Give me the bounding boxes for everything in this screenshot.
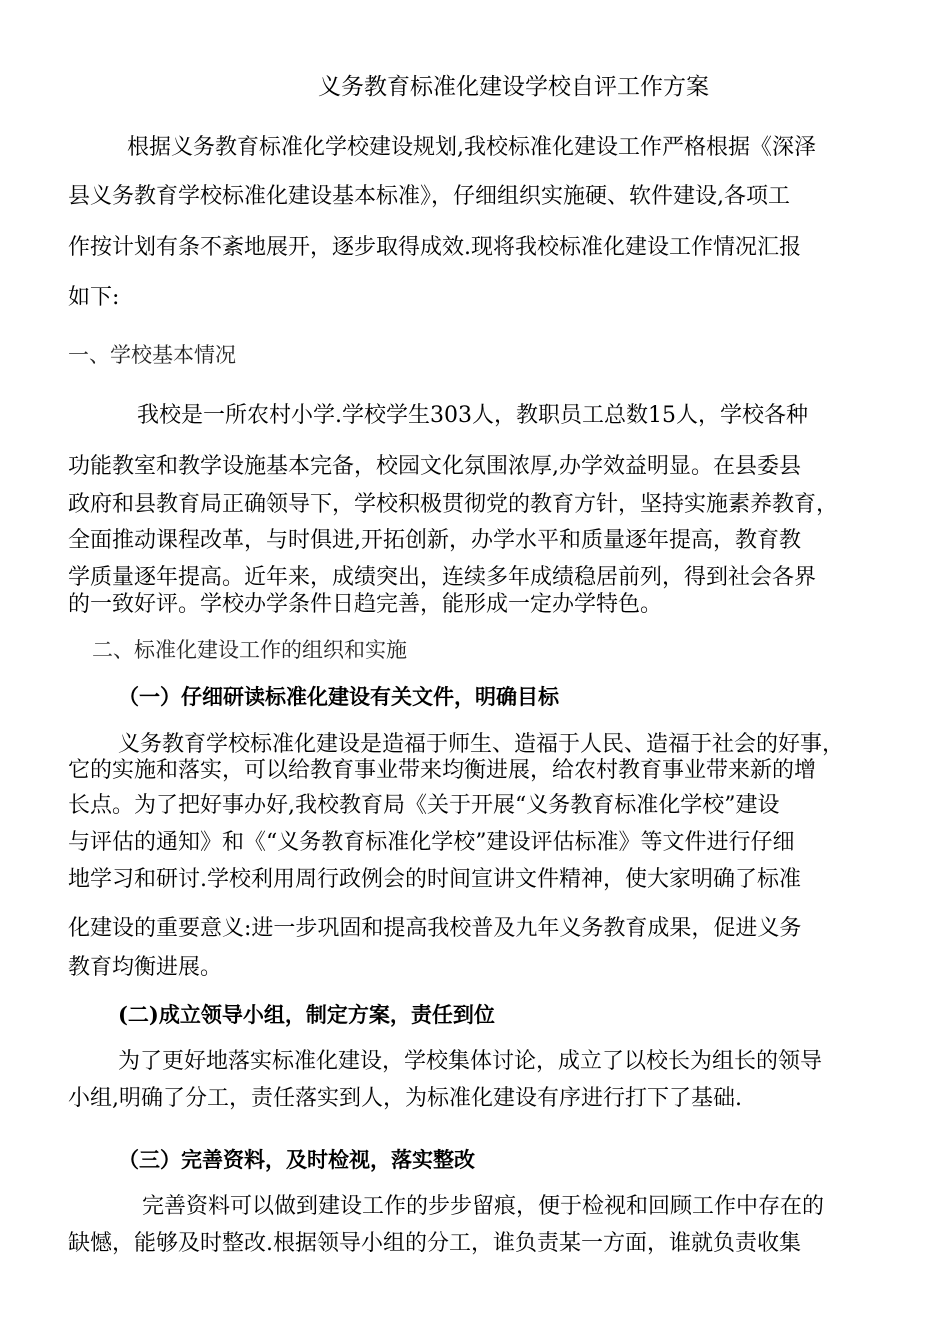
paragraph-line: 义务教育学校标准化建设是造福于师生、造福于人民、造福于社会的好事， <box>118 732 845 757</box>
paragraph-line: 缺憾，能够及时整改.根据领导小组的分工，谁负责某一方面，谁就负责收集 <box>68 1231 801 1256</box>
paragraph-line: 完善资料可以做到建设工作的步步留痕，便于检视和回顾工作中存在的 <box>142 1194 825 1219</box>
subsection-heading: （三）完善资料，及时检视，落实整改 <box>118 1147 475 1172</box>
subsection-heading: （一）仔细研读标准化建设有关文件，明确目标 <box>118 684 559 709</box>
paragraph-line: 长点。为了把好事办好,我校教育局《关于开展“义务教育标准化学校”建设 <box>68 793 780 818</box>
paragraph-line: 我校是一所农村小学.学校学生303人，教职员工总数15人，学校各种 <box>137 403 808 428</box>
intro-line: 根据义务教育标准化学校建设规划,我校标准化建设工作严格根据《深泽 <box>127 135 816 160</box>
paragraph-line: 教育均衡进展。 <box>68 955 223 980</box>
document-title: 义务教育标准化建设学校自评工作方案 <box>318 74 709 100</box>
paragraph-line: 的一致好评。学校办学条件日趋完善，能形成一定办学特色。 <box>68 592 663 617</box>
intro-line: 作按计划有条不紊地展开，逐步取得成效.现将我校标准化建设工作情况汇报 <box>68 235 801 260</box>
paragraph-line: 与评估的通知》和《“义务教育标准化学校”建设评估标准》等文件进行仔细 <box>68 830 795 855</box>
paragraph-line: 全面推动课程改革，与时俱进,开拓创新，办学水平和质量逐年提高，教育教 <box>68 528 801 553</box>
section-heading: 二、标准化建设工作的组织和实施 <box>92 638 407 662</box>
section-heading: 一、学校基本情况 <box>68 343 236 367</box>
paragraph-line: 化建设的重要意义:进一步巩固和提高我校普及九年义务教育成果，促进义务 <box>68 916 802 941</box>
intro-line: 如下: <box>68 285 120 310</box>
paragraph-line: 功能教室和教学设施基本完备，校园文化氛围浓厚,办学效益明显。在县委县 <box>68 454 801 479</box>
subsection-heading: (二)成立领导小组，制定方案，责任到位 <box>118 1002 495 1027</box>
paragraph-line: 学质量逐年提高。近年来，成绩突出，连续多年成绩稳居前列，得到社会各界 <box>68 565 817 590</box>
paragraph-line: 它的实施和落实，可以给教育事业带来均衡进展，给农村教育事业带来新的增 <box>68 758 817 783</box>
paragraph-line: 小组,明确了分工，责任落实到人，为标准化建设有序进行打下了基础. <box>68 1086 742 1111</box>
intro-line: 县义务教育学校标准化建设基本标准》，仔细组织实施硬、软件建设,各项工 <box>68 184 790 209</box>
paragraph-line: 地学习和研讨.学校利用周行政例会的时间宣讲文件精神，使大家明确了标准 <box>68 867 801 892</box>
paragraph-line: 为了更好地落实标准化建设，学校集体讨论，成立了以校长为组长的领导 <box>118 1049 823 1074</box>
paragraph-line: 政府和县教育局正确领导下，学校积极贯彻党的教育方针，坚持实施素养教育， <box>68 492 839 517</box>
